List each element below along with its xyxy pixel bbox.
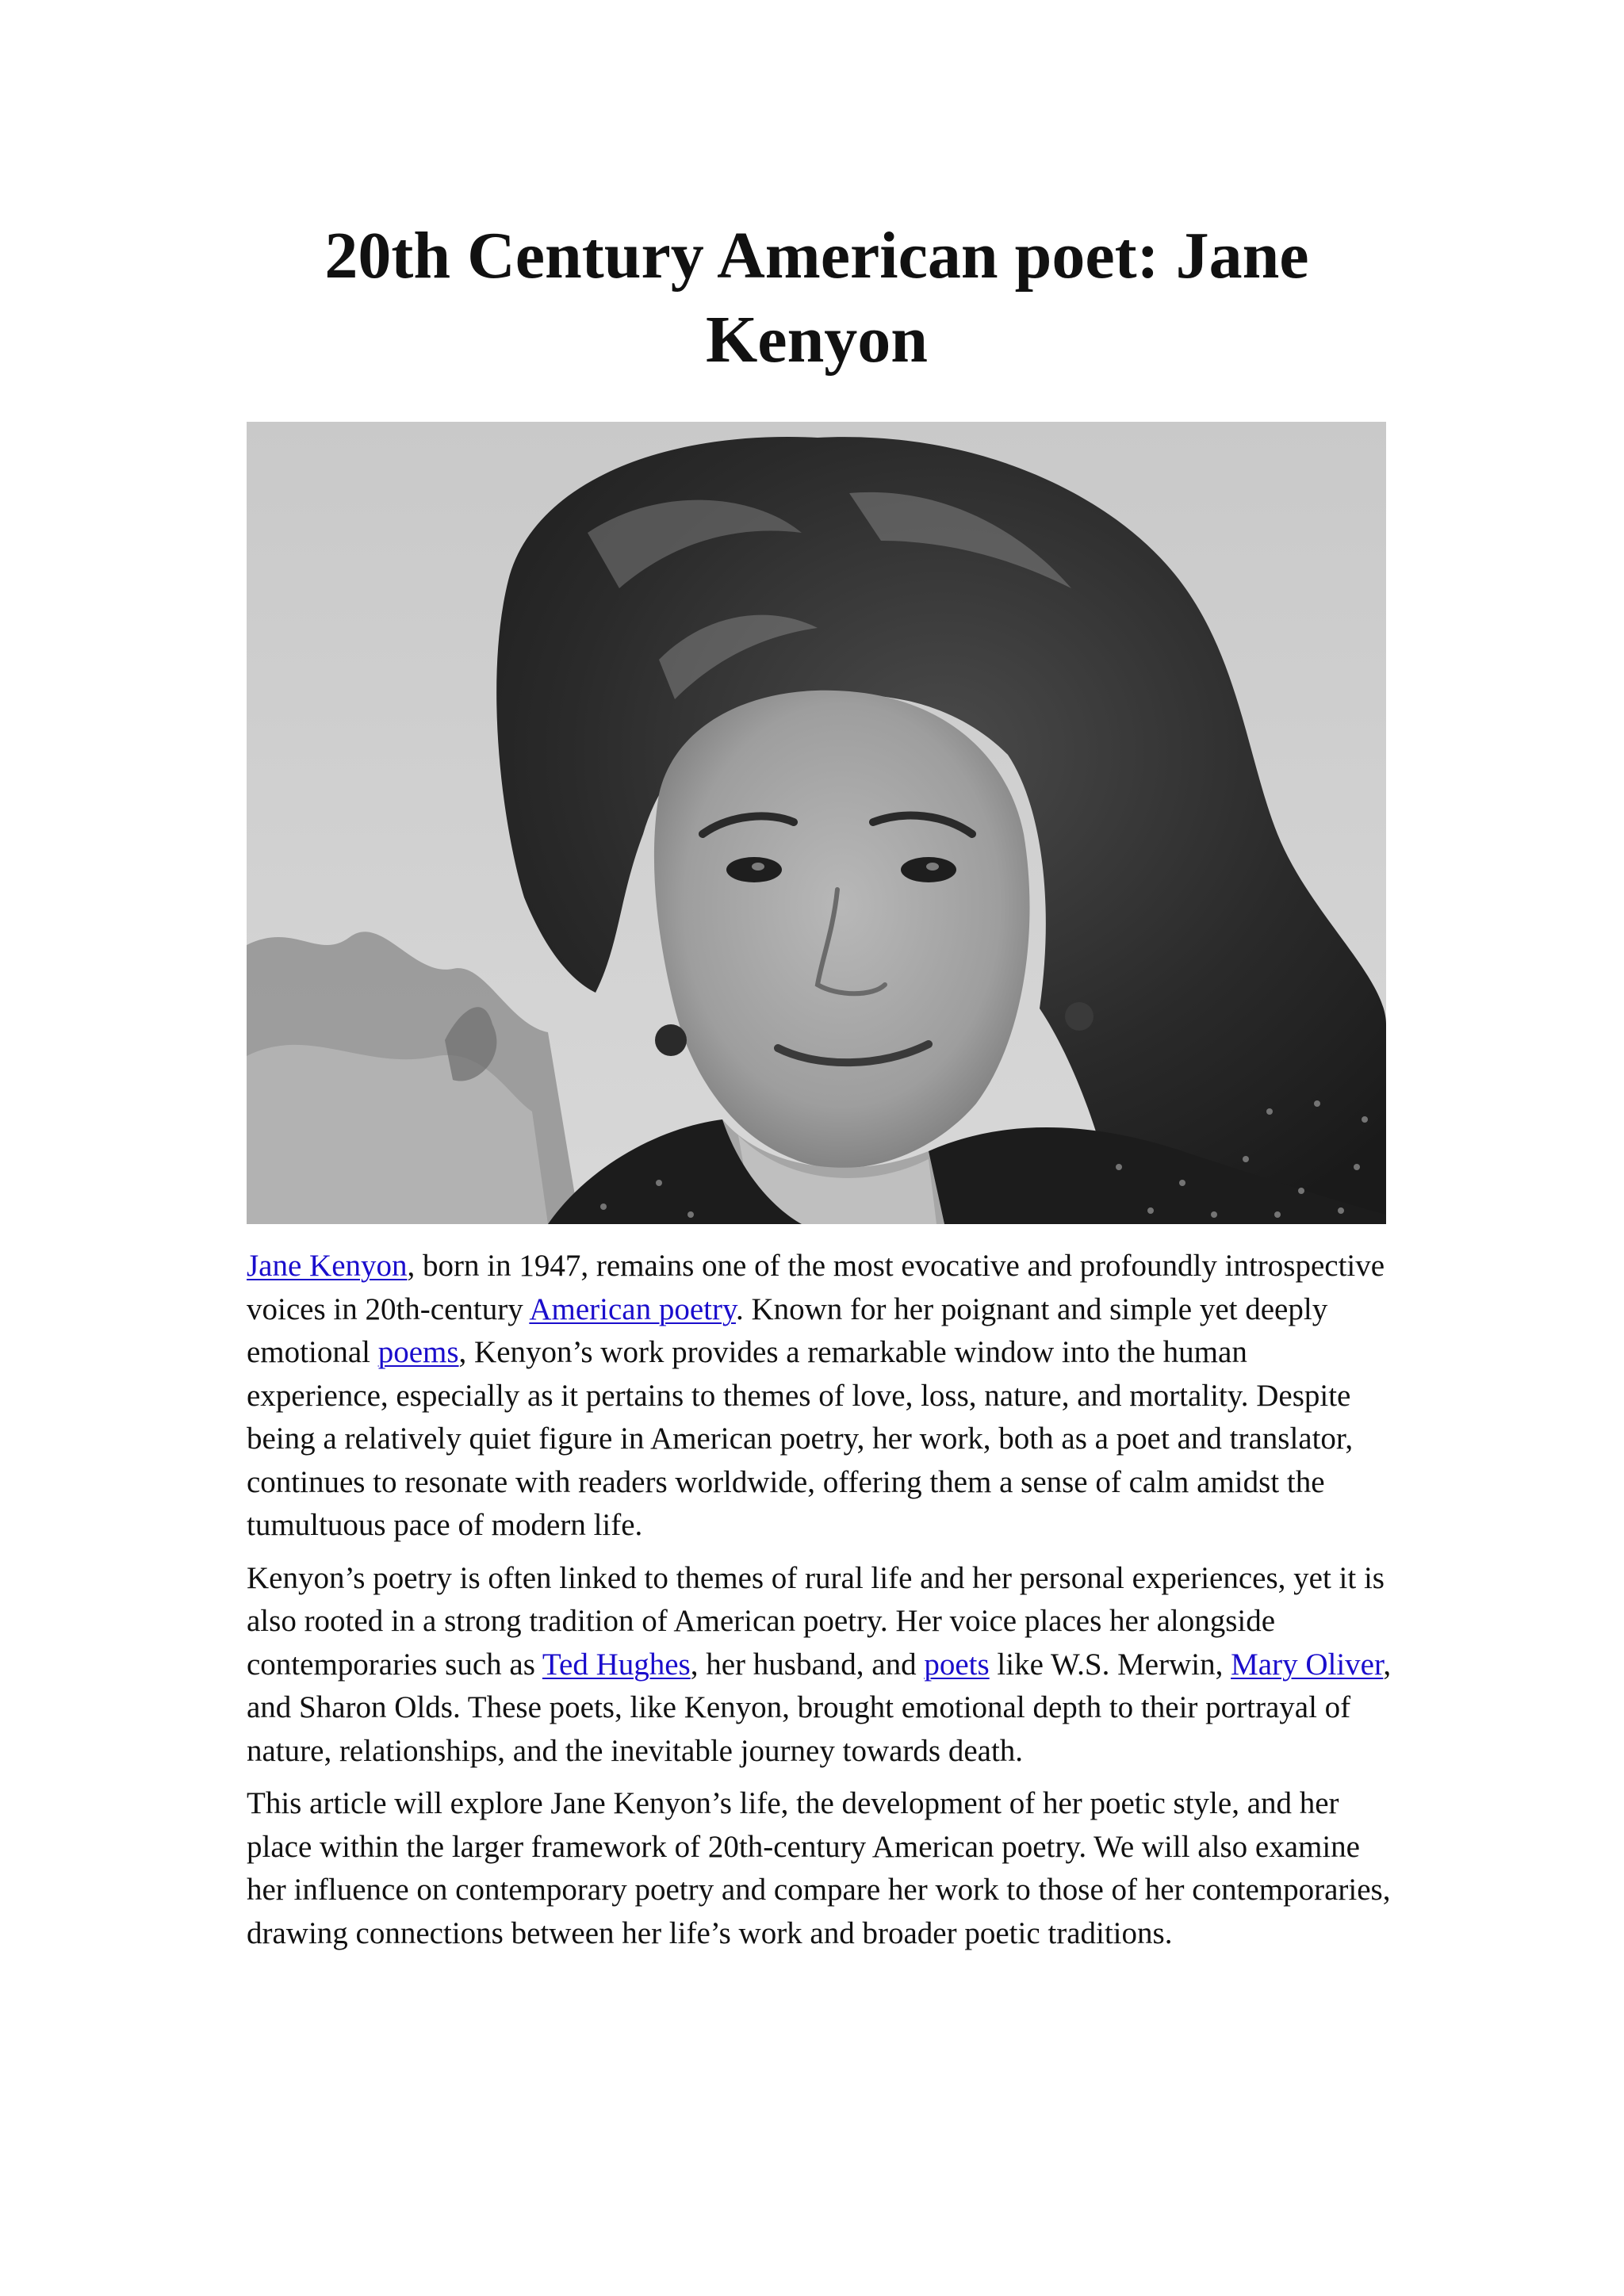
link-mary-oliver[interactable]: Mary Oliver [1231, 1647, 1384, 1682]
portrait-photo [247, 422, 1386, 1224]
link-american-poetry[interactable]: American poetry [529, 1292, 736, 1326]
paragraph-text: , her husband, and [690, 1647, 925, 1682]
article-title: 20th Century American poet: Jane Kenyon [324, 219, 1309, 377]
paragraph-intro [247, 1245, 1396, 1548]
paragraph-text: , Kenyon’s work provides a remarkable window into the human experience, especially as it pertains to themes of love, loss, nature, and mortality. Despite being a relatively quiet figure in American poetry, her work, both as a poet and translator, continues to resonate with readers worldwide, offering them a sense of calm amidst the tumultuous pace of modern life. [247, 1335, 1354, 1542]
paragraph-overview: This article will explore Jane Kenyon’s life, the development of her poetic style, and her place within the larger framework of 20th-century American poetry. We will also examine her influence on contemporary poetry and compare her work to those of her contemporaries, drawing connections between her life’s work and broader poetic traditions. [247, 1786, 1391, 1950]
paragraph-text: Kenyon’s poetry is often linked to themes of rural life and her personal experiences, yet it is also rooted in a strong tradition of American poetry. Her voice places her alongside contemporaries such as [247, 1560, 1385, 1682]
link-poets[interactable]: poets [924, 1647, 990, 1682]
paragraph-text: , born in 1947, remains one of the most evocative and profoundly introspective voices in 20th-century [247, 1249, 1385, 1326]
link-jane-kenyon[interactable]: Jane Kenyon [247, 1249, 408, 1283]
paragraph-text: like W.S. Merwin, [989, 1647, 1231, 1682]
article-body [247, 1245, 1396, 1965]
paragraph-text: , and Sharon Olds. These poets, like Kenyon, brought emotional depth to their portrayal of nature, relationships, and the inevitable journey towards death. [247, 1647, 1392, 1768]
link-ted-hughes[interactable]: Ted Hughes [542, 1647, 691, 1682]
paragraph-text: . Known for her poignant and simple yet deeply emotional [247, 1292, 1328, 1369]
paragraph-contemporaries [247, 1557, 1396, 1774]
link-poems[interactable]: poems [377, 1335, 459, 1369]
